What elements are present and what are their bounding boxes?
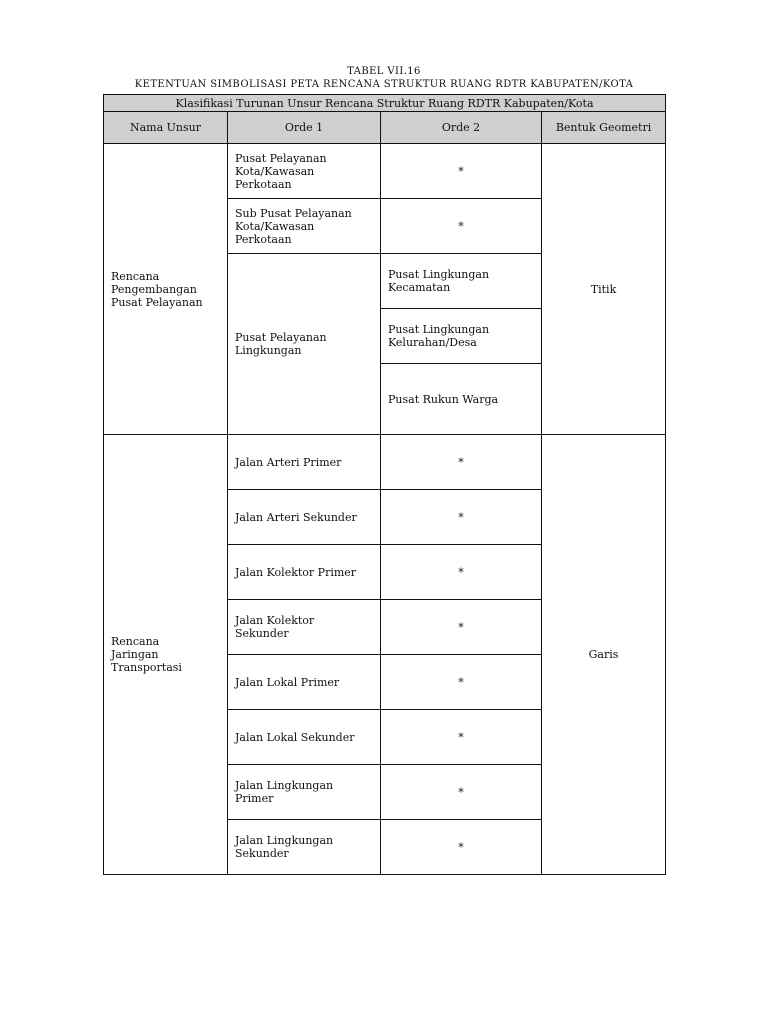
orde1-cell	[228, 765, 381, 820]
orde2-cell: *	[381, 199, 542, 254]
orde1-line: Jalan Kolektor	[235, 614, 315, 627]
orde1-cell	[228, 820, 381, 875]
header-nama-unsur: Nama Unsur	[104, 112, 228, 144]
orde1-line: Sub Pusat Pelayanan	[235, 206, 352, 220]
orde1-line: Perkotaan	[235, 232, 292, 246]
orde2-cell: *	[381, 435, 542, 490]
orde2-line: Pusat Lingkungan	[388, 323, 490, 336]
table-number: TABEL VII.16	[347, 66, 421, 77]
orde1-line: Kota/Kawasan	[235, 164, 315, 178]
orde1-line: Sekunder	[235, 627, 289, 640]
orde1-line: Jalan Lokal Sekunder	[235, 730, 355, 744]
orde2-line: Kelurahan/Desa	[388, 336, 477, 349]
header-orde-2: Orde 2	[381, 112, 542, 144]
orde1-line: Primer	[235, 792, 274, 805]
orde1-line: Jalan Lingkungan	[235, 779, 334, 792]
orde2-cell: *	[381, 600, 542, 655]
geometri-cell-garis: Garis	[542, 435, 666, 875]
orde1-line: Perkotaan	[235, 177, 292, 191]
symbolization-table	[103, 94, 666, 875]
table-row	[104, 435, 666, 490]
table-row	[104, 144, 666, 199]
header-orde-1: Orde 1	[228, 112, 381, 144]
orde1-cell	[228, 435, 381, 490]
orde2-line: Pusat Lingkungan	[388, 268, 490, 281]
orde1-line: Sekunder	[235, 847, 289, 860]
orde1-line: Pusat Pelayanan	[235, 151, 327, 165]
orde2-cell: *	[381, 765, 542, 820]
orde1-cell	[228, 254, 381, 435]
orde1-cell	[228, 600, 381, 655]
unsur-cell-pusat-pelayanan	[104, 144, 228, 435]
orde1-line: Lingkungan	[235, 344, 302, 357]
orde1-line: Pusat Pelayanan	[235, 331, 327, 344]
orde1-cell	[228, 490, 381, 545]
orde2-cell: *	[381, 710, 542, 765]
orde2-cell: *	[381, 490, 542, 545]
orde2-cell: *	[381, 144, 542, 199]
unsur-line: Transportasi	[111, 661, 182, 674]
orde2-cell	[381, 254, 542, 309]
orde1-cell	[228, 545, 381, 600]
orde1-cell	[228, 199, 381, 254]
orde2-cell	[381, 309, 542, 364]
orde2-line: Kecamatan	[388, 281, 451, 294]
unsur-line: Rencana	[111, 269, 160, 283]
unsur-line: Rencana	[111, 635, 160, 648]
orde1-line: Jalan Kolektor Primer	[235, 565, 357, 579]
orde1-cell	[228, 144, 381, 199]
orde2-cell: *	[381, 545, 542, 600]
orde1-line: Jalan Lingkungan	[235, 834, 334, 847]
orde1-line: Jalan Arteri Primer	[235, 455, 342, 469]
orde1-line: Jalan Arteri Sekunder	[235, 510, 357, 524]
table-title: Klasifikasi Turunan Unsur Rencana Struktur Ruang RDTR Kabupaten/Kota	[104, 95, 666, 112]
orde2-cell: *	[381, 655, 542, 710]
unsur-line: Pusat Pelayanan	[111, 295, 203, 309]
orde1-cell	[228, 655, 381, 710]
orde1-line: Jalan Lokal Primer	[235, 675, 340, 689]
table-caption: KETENTUAN SIMBOLISASI PETA RENCANA STRUKTUR RUANG RDTR KABUPATEN/KOTA	[134, 79, 634, 90]
geometri-cell-titik: Titik	[542, 144, 666, 435]
orde2-cell: Pusat Rukun Warga	[381, 364, 542, 435]
unsur-line: Pengembangan	[111, 282, 197, 296]
unsur-line: Jaringan	[111, 648, 159, 661]
orde1-line: Kota/Kawasan	[235, 219, 315, 233]
orde2-cell: *	[381, 820, 542, 875]
orde1-cell	[228, 710, 381, 765]
unsur-cell-jaringan-transportasi	[104, 435, 228, 875]
header-bentuk-geometri: Bentuk Geometri	[542, 112, 666, 144]
